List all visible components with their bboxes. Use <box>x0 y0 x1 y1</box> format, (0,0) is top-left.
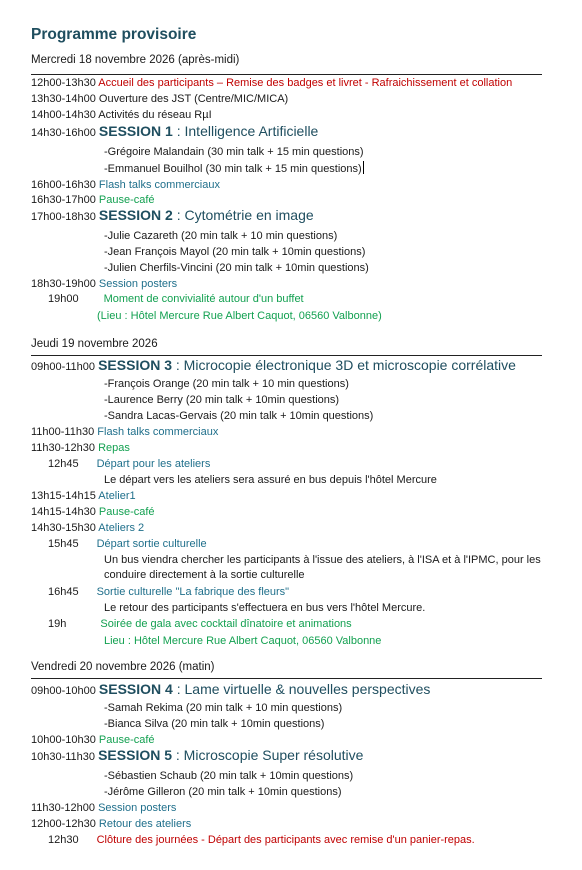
schedule-row: 12h45 Départ pour les ateliers <box>48 458 211 470</box>
day-header-1: Mercredi 18 novembre 2026 (après-midi) <box>31 54 240 66</box>
note-text: Le retour des participants s'effectuera en bus vers l'hôtel Mercure. <box>104 602 426 614</box>
venue-line: (Lieu : Hôtel Mercure Rue Albert Caquot, 06560 Valbonne) <box>97 310 382 322</box>
note-text: Un bus viendra chercher les participants à l'issue des ateliers, à l'ISA et à l'IPMC, pour les conduire directement à la sortie culturelle <box>104 554 541 581</box>
session-row: 09h00-10h00 SESSION 4 : Lame virtuelle & nouvelles perspectives <box>31 681 431 697</box>
speaker-line: -Grégoire Malandain (30 min talk + 15 min questions) <box>104 146 364 158</box>
speaker-line: -François Orange (20 min talk + 10 min questions) <box>104 378 349 390</box>
speaker-line: -Emmanuel Bouilhol (30 min talk + 15 min questions) <box>104 163 362 175</box>
speaker-line: -Julie Cazareth (20 min talk + 10 min questions) <box>104 230 338 242</box>
schedule-row: 18h30-19h00 Session posters <box>31 278 178 290</box>
speaker-line: -Bianca Silva (20 min talk + 10min questions) <box>104 718 325 730</box>
schedule-row: 14h00-14h30 Activités du réseau RµI <box>31 109 212 121</box>
schedule-row: 12h00-13h30 Accueil des participants – Remise des badges et livret - Rafraichissement et collation <box>31 77 513 89</box>
day-header-2: Jeudi 19 novembre 2026 <box>31 338 158 350</box>
session-row: 10h30-11h30 SESSION 5 : Microscopie Super résolutive <box>31 747 364 763</box>
schedule-row: 16h00-16h30 Flash talks commerciaux <box>31 179 220 191</box>
speaker-line: -Julien Cherfils-Vincini (20 min talk + 10min questions) <box>104 262 369 274</box>
session-row: 17h00-18h30 SESSION 2 : Cytométrie en image <box>31 207 314 223</box>
speaker-line: -Sébastien Schaub (20 min talk + 10min questions) <box>104 770 354 782</box>
day-header-3: Vendredi 20 novembre 2026 (matin) <box>31 661 215 673</box>
divider <box>31 355 542 356</box>
schedule-row: 11h30-12h30 Repas <box>31 442 130 454</box>
speaker-line: -Samah Rekima (20 min talk + 10 min questions) <box>104 702 343 714</box>
schedule-row: 16h30-17h00 Pause-café <box>31 194 155 206</box>
schedule-row: 19h00 Moment de convivialité autour d'un buffet <box>48 293 304 305</box>
note-text: Le départ vers les ateliers sera assuré en bus depuis l'hôtel Mercure <box>104 474 437 486</box>
text-cursor <box>363 161 364 174</box>
schedule-row: 14h30-15h30 Ateliers 2 <box>31 522 145 534</box>
schedule-row: 14h15-14h30 Pause-café <box>31 506 155 518</box>
page-title: Programme provisoire <box>31 26 197 43</box>
session-row: 09h00-11h00 SESSION 3 : Microcopie électronique 3D et microscopie corrélative <box>31 357 516 373</box>
schedule-row: 15h45 Départ sortie culturelle <box>48 538 207 550</box>
schedule-row: 11h00-11h30 Flash talks commerciaux <box>31 426 219 438</box>
schedule-row: 13h15-14h15 Atelier1 <box>31 490 136 502</box>
speaker-line: -Sandra Lacas-Gervais (20 min talk + 10min questions) <box>104 410 374 422</box>
schedule-row: 19h Soirée de gala avec cocktail dînatoire et animations <box>48 618 352 630</box>
schedule-row: 11h30-12h00 Session posters <box>31 802 177 814</box>
schedule-row: 13h30-14h00 Ouverture des JST (Centre/MIC/MICA) <box>31 93 289 105</box>
speaker-line: -Laurence Berry (20 min talk + 10min questions) <box>104 394 340 406</box>
divider <box>31 74 542 75</box>
schedule-row: 12h30 Clôture des journées - Départ des participants avec remise d'un panier-repas. <box>48 834 475 846</box>
schedule-row: 12h00-12h30 Retour des ateliers <box>31 818 192 830</box>
session-row: 14h30-16h00 SESSION 1 : Intelligence Artificielle <box>31 123 319 139</box>
speaker-line: -Jérôme Gilleron (20 min talk + 10min questions) <box>104 786 342 798</box>
venue-line: Lieu : Hôtel Mercure Rue Albert Caquot, 06560 Valbonne <box>104 635 382 647</box>
schedule-row: 16h45 Sortie culturelle "La fabrique des fleurs" <box>48 586 290 598</box>
divider <box>31 678 542 679</box>
schedule-row: 10h00-10h30 Pause-café <box>31 734 155 746</box>
speaker-line: -Jean François Mayol (20 min talk + 10min questions) <box>104 246 366 258</box>
